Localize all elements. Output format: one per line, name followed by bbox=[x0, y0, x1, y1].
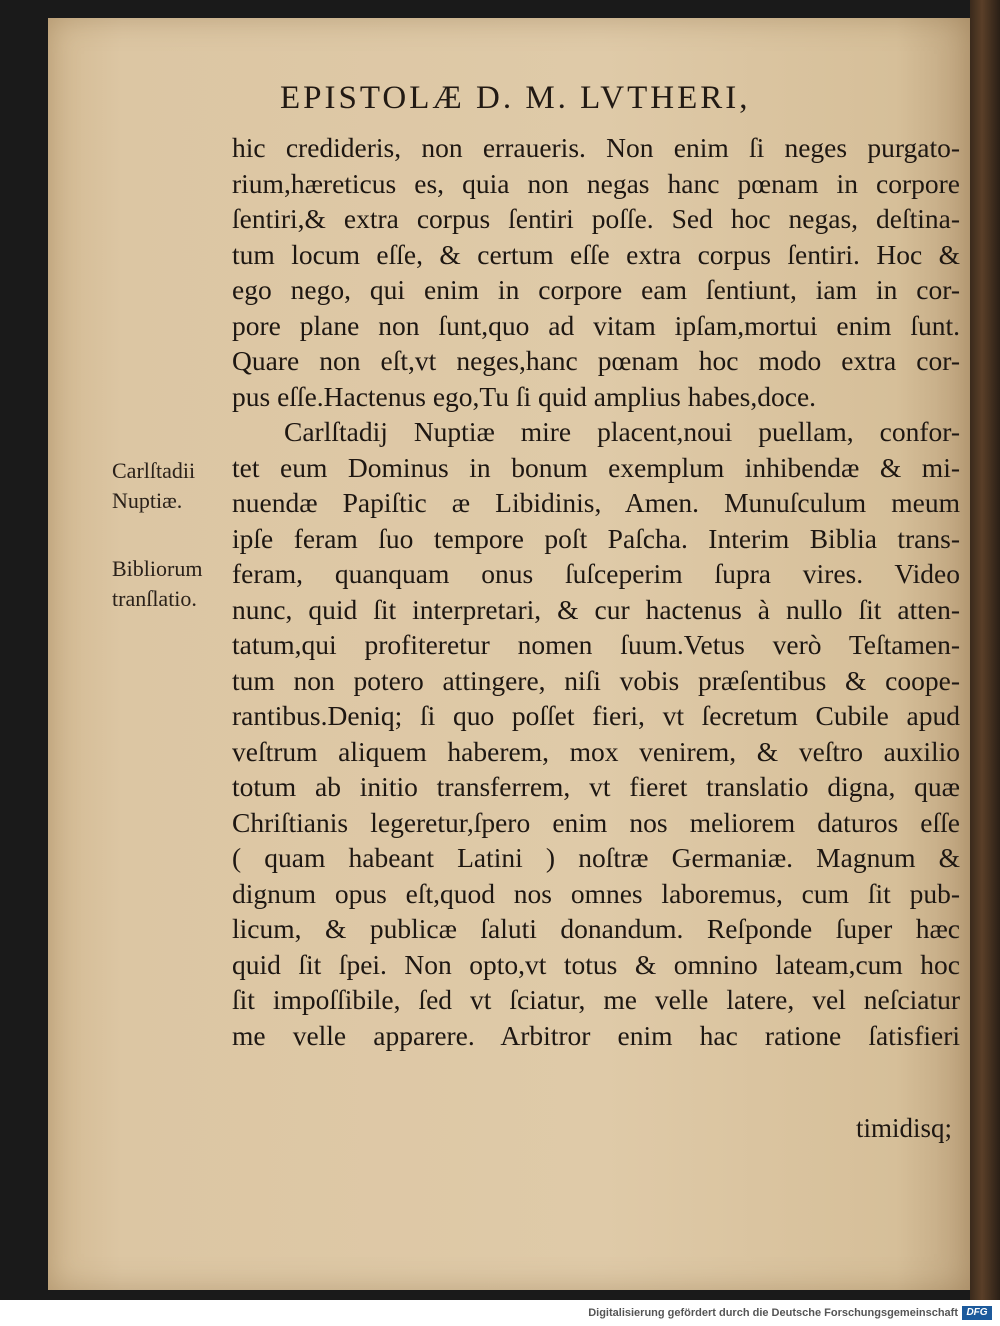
text-line: nunc, quid ſit interpretari, & cur hactenus à nullo ſit atten- bbox=[232, 593, 960, 625]
text-line: ſit impoſſibile, ſed vt ſciatur, me velle latere, vel neſciatur bbox=[232, 984, 960, 1015]
text-line: feram, quanquam onus ſuſceperim ſupra vires. Video bbox=[232, 558, 960, 589]
text-line: rantibus.Deniq; ſi quo poſſet fieri, vt ſecretum Cubile apud bbox=[232, 700, 960, 731]
funding-credit: Digitalisierung gefördert durch die Deutsche Forschungsgemeinschaft bbox=[588, 1307, 958, 1319]
text-line: pore plane non ſunt,quo ad vitam ipſam,mortui enim ſunt. bbox=[232, 309, 960, 341]
text-line: veſtrum aliquem haberem, mox venirem, & veſtro auxilio bbox=[232, 735, 960, 767]
text-line: ſentiri,& extra corpus ſentiri poſſe. Sed hoc negas, deſtina- bbox=[232, 203, 960, 234]
marginal-line: Nuptiæ. bbox=[112, 488, 183, 513]
text-line: ipſe feram ſuo tempore poſt Paſcha. Interim Biblia trans- bbox=[232, 522, 960, 554]
marginal-line: Bibliorum bbox=[112, 556, 203, 581]
text-line: ( quam habeant Latini ) noſtræ Germaniæ. Magnum & bbox=[232, 842, 960, 873]
text-line: tatum,qui profiteretur nomen ſuum.Vetus verò Teſtamen- bbox=[232, 629, 960, 660]
text-line: Quare non eſt,vt neges,hanc pœnam hoc modo extra cor- bbox=[232, 345, 960, 376]
text-line: tum non potero attingere, niſi vobis præſentibus & coope- bbox=[232, 664, 960, 696]
marginal-line: Carlſtadii bbox=[112, 458, 196, 483]
marginal-note-carlstadt bbox=[112, 456, 232, 516]
text-line: tum locum eſſe, & certum eſſe extra corpus ſentiri. Hoc & bbox=[232, 238, 960, 270]
text-line: totum ab initio transferrem, vt fieret translatio digna, quæ bbox=[232, 771, 960, 802]
text-line: hic credideris, non erraueris. Non enim ſi neges purgato- bbox=[232, 132, 960, 163]
marginal-note-bible bbox=[112, 554, 232, 614]
text-line: licum, & publicæ ſaluti donandum. Reſponde ſuper hæc bbox=[232, 913, 960, 944]
text-line: Chriſtianis legeretur,ſpero enim nos meliorem daturos eſſe bbox=[232, 806, 960, 838]
text-line: ego nego, qui enim in corpore eam ſentiunt, iam in cor- bbox=[232, 274, 960, 305]
text-line: me velle apparere. Arbitror enim hac ratione ſatisfieri bbox=[232, 1019, 960, 1051]
book-edge bbox=[970, 0, 1000, 1300]
text-line: nuendæ Papiſtic æ Libidinis, Amen. Munuſculum meum bbox=[232, 487, 960, 518]
body-text bbox=[232, 130, 960, 1053]
catchword: timidisq; bbox=[855, 1113, 952, 1143]
text-line: pus eſſe.Hactenus ego,Tu ſi quid amplius habes,doce. bbox=[232, 380, 817, 412]
text-line: Carlſtadij Nuptiæ mire placent,noui puellam, confor- bbox=[284, 416, 960, 447]
running-head: EPISTOLÆ D. M. LVTHERI, bbox=[280, 80, 751, 116]
text-line: rium,hæreticus es, quia non negas hanc pœnam in corpore bbox=[232, 167, 960, 199]
marginal-line: tranſlatio. bbox=[112, 586, 197, 611]
text-line: dignum opus eſt,quod nos omnes laboremus, cum ſit pub- bbox=[232, 877, 960, 909]
text-line: quid ſit ſpei. Non opto,vt totus & omnino lateam,cum hoc bbox=[232, 948, 960, 980]
dfg-logo: DFG bbox=[962, 1306, 992, 1320]
text-line: tet eum Dominus in bonum exemplum inhibendæ & mi- bbox=[232, 451, 960, 483]
